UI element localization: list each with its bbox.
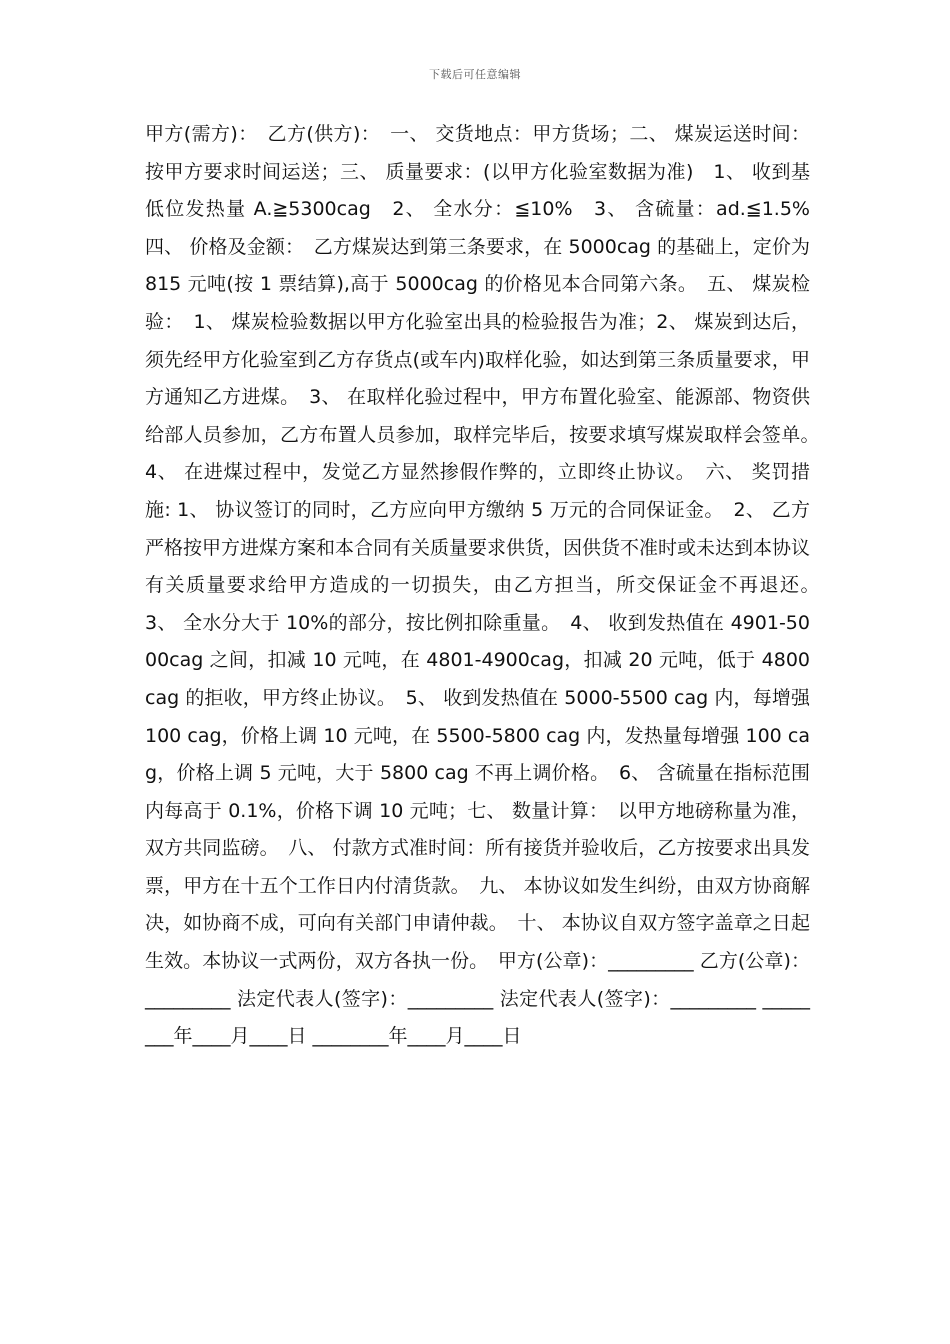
page-header: 下载后可任意编辑 — [429, 68, 521, 81]
contract-body-text: 甲方(需方)： 乙方(供方)： 一、 交货地点：甲方货场；二、 煤炭运送时间：按甲方要求时间运送；三、 质量要求：(以甲方化验室数据为准) 1、 收到基低位发热量 A.≧5300cag 2、 全水分：≦10% 3、 含硫量：ad.≦1.5% 四、 价格及金额： 乙方煤炭达到第三条要求，在 5000cag 的基础上，定价为 815 元吨(按 1 票结算),高于 5000cag 的价格见本合同第六条。 五、 煤炭检验： 1、 煤炭检验数据以甲方化验室出具的检验报告为准；2、 煤炭到达后，须先经甲方化验室到乙方存货点(或车内)取样化验，如达到第三条质量要求，甲方通知乙方进煤。 3、 在取样化验过程中，甲方布置化验室、能源部、物资供给部人员参加，乙方布置人员参加，取样完毕后，按要求填写煤炭取样会签单。 4、 在进煤过程中，发觉乙方显然掺假作弊的，立即终止协议。 六、 奖罚措施: 1、 协议签订的同时，乙方应向甲方缴纳 5 万元的合同保证金。 2、 乙方严格按甲方进煤方案和本合同有关质量要求供货，因供货不准时或未达到本协议有关质量要求给甲方造成的一切损失，由乙方担当，所交保证金不再退还。 3、 全水分大于 10%的部分，按比例扣除重量。 4、 收到发热值在 4901-5000cag 之间，扣减 10 元吨，在 4801-4900cag，扣减 20 元吨，低于 4800 cag 的拒收，甲方终止协议。 5、 收到发热值在 5000-5500 cag 内，每增强 100 cag，价格上调 10 元吨，在 5500-5800 cag 内，发热量每增强 100 cag，价格上调 5 元吨，大于 5800 cag 不再上调价格。 6、 含硫量在指标范围内每高于 0.1%，价格下调 10 元吨；七、 数量计算： 以甲方地磅称量为准，双方共同监磅。 八、 付款方式准时间：所有接货并验收后，乙方按要求出具发票，甲方在十五个工作日内付清货款。 九、 本协议如发生纠纷，由双方协商解决，如协商不成，可向有关部门申请仲裁。 十、 本协议自双方签字盖章之日起生效。本协议一式两份，双方各执一份。 甲方(公章)：_________ 乙方(公章)：_________ 法定代表人(签字)：_________ 法定代表人(签字)：_________ ________年____月____日 ________年____月____日 — [145, 123, 830, 1048]
